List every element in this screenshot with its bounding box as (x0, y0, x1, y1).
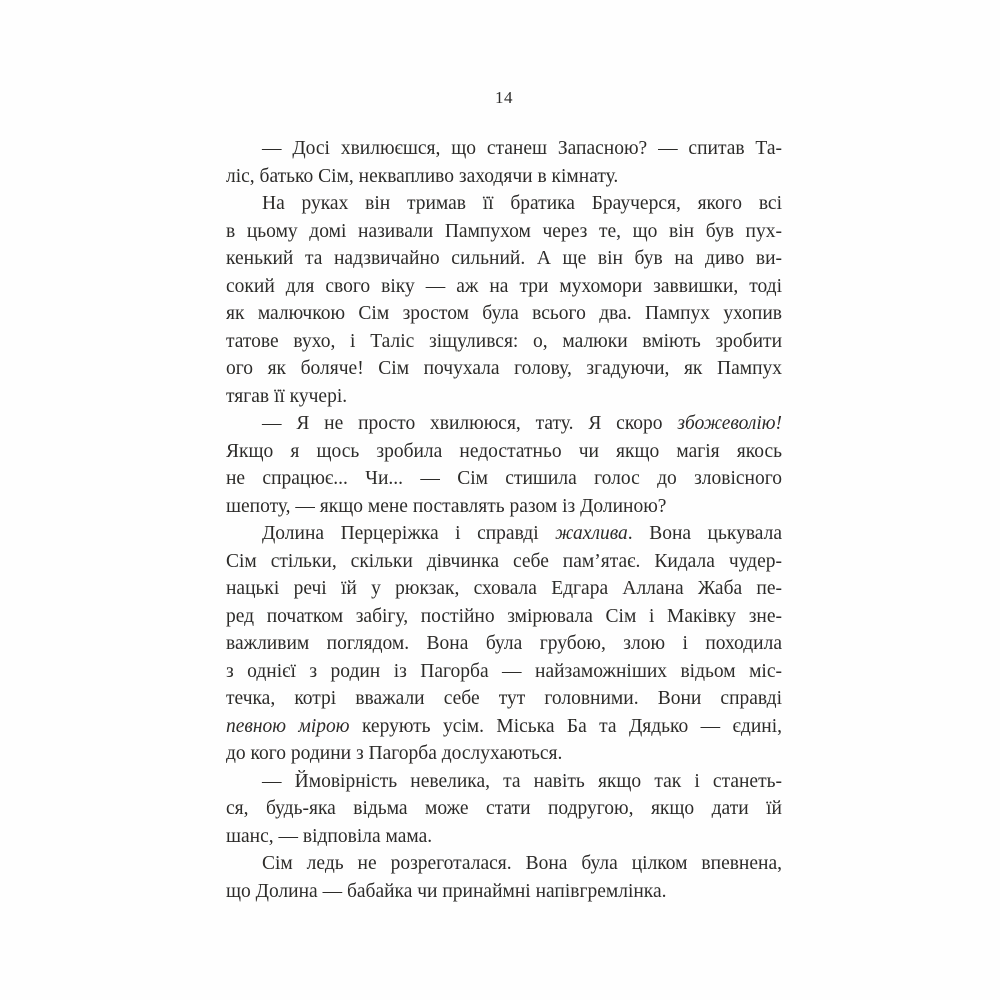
italic-text-segment: збожеволію! (677, 413, 782, 434)
text-line (226, 190, 782, 218)
text-line (226, 465, 782, 493)
text-line (226, 328, 782, 356)
text-segment: ся, будь-яка відьма може стати подругою, якщо дати їй (226, 798, 782, 819)
text-line (226, 273, 782, 301)
text-line (226, 410, 782, 438)
text-segment: ред початком забігу, постійно змірювала Сім і Маківку зне- (226, 605, 782, 627)
text-segment: тягав її кучері. (226, 385, 348, 407)
text-line (226, 658, 782, 686)
text-segment: — Ймовірність невелика, та навіть якщо так і станеть- (262, 770, 782, 792)
text-line (226, 548, 782, 576)
text-segment: Якщо я щось зробила недостатньо чи якщо магія якось (226, 440, 782, 462)
text-line (226, 245, 782, 273)
text-line (226, 795, 782, 823)
text-line (226, 383, 782, 411)
text-line (226, 135, 782, 163)
text-line (226, 355, 782, 383)
text-line (226, 493, 782, 521)
text-segment: шепоту, — якщо мене поставлять разом із Долиною? (226, 495, 667, 517)
text-line (226, 163, 782, 191)
italic-text-segment: жахлива (555, 523, 628, 544)
text-line (226, 713, 782, 741)
text-line (226, 300, 782, 328)
text-segment: що Долина — бабайка чи принаймні напівгремлінка. (226, 880, 667, 902)
text-segment: керують усім. Міська Ба та Дядько — єдині, (349, 715, 782, 737)
text-segment: татове вухо, і Таліс зіщулився: о, малюки вміють зробити (226, 330, 782, 352)
text-segment: важливим поглядом. Вона була грубою, злою і походила (226, 633, 782, 654)
text-line (226, 878, 782, 906)
italic-text-segment: певною мірою (226, 715, 350, 737)
page-text (226, 135, 782, 905)
text-segment: шанс, — відповіла мама. (226, 825, 433, 847)
text-segment: Сім стільки, скільки дівчинка себе пам’ятає. Кидала чудер- (226, 550, 782, 572)
text-segment: сокий для свого віку — аж на три мухомори заввишки, тоді (226, 275, 782, 297)
text-segment: . Вона цькувала (627, 523, 782, 544)
text-segment: ліс, батько Сім, неквапливо заходячи в кімнату. (226, 165, 619, 187)
text-segment: нацькі речі їй у рюкзак, сховала Едгара Аллана Жаба пе- (226, 578, 782, 599)
text-line (226, 823, 782, 851)
text-segment: кенький та надзвичайно сильний. А ще він був на диво ви- (226, 248, 782, 269)
text-line (226, 768, 782, 796)
text-segment: Долина Перцеріжка і справді (262, 523, 556, 544)
text-line (226, 850, 782, 878)
text-line (226, 603, 782, 631)
text-segment: — Я не просто хвилююся, тату. Я скоро (262, 413, 678, 434)
text-segment: до кого родини з Пагорба дослухаються. (226, 743, 563, 764)
text-line (226, 575, 782, 603)
text-segment: Сім ледь не розреготалася. Вона була цілком впевнена, (262, 853, 782, 874)
text-segment: На руках він тримав її братика Браучерся, якого всі (262, 193, 782, 214)
text-segment: ого як боляче! Сім почухала голову, згадуючи, як Пампух (226, 358, 782, 379)
text-line (226, 740, 782, 768)
text-line (226, 630, 782, 658)
text-segment: з однієї з родин із Пагорба — найзаможніших відьом міс- (226, 660, 782, 682)
text-segment: не спрацює... Чи... — Сім стишила голос до зловісного (226, 468, 782, 489)
text-line (226, 218, 782, 246)
text-segment: течка, котрі вважали себе тут головними. Вони справді (226, 688, 782, 709)
text-line (226, 438, 782, 466)
text-segment: — Досі хвилюєшся, що станеш Запасною? — спитав Та- (262, 138, 782, 159)
text-segment: в цьому домі називали Пампухом через те, що він був пух- (226, 220, 782, 242)
text-segment: як малючкою Сім зростом була всього два. Пампух ухопив (226, 303, 782, 324)
text-line (226, 685, 782, 713)
page-number: 14 (495, 88, 513, 107)
text-line (226, 520, 782, 548)
